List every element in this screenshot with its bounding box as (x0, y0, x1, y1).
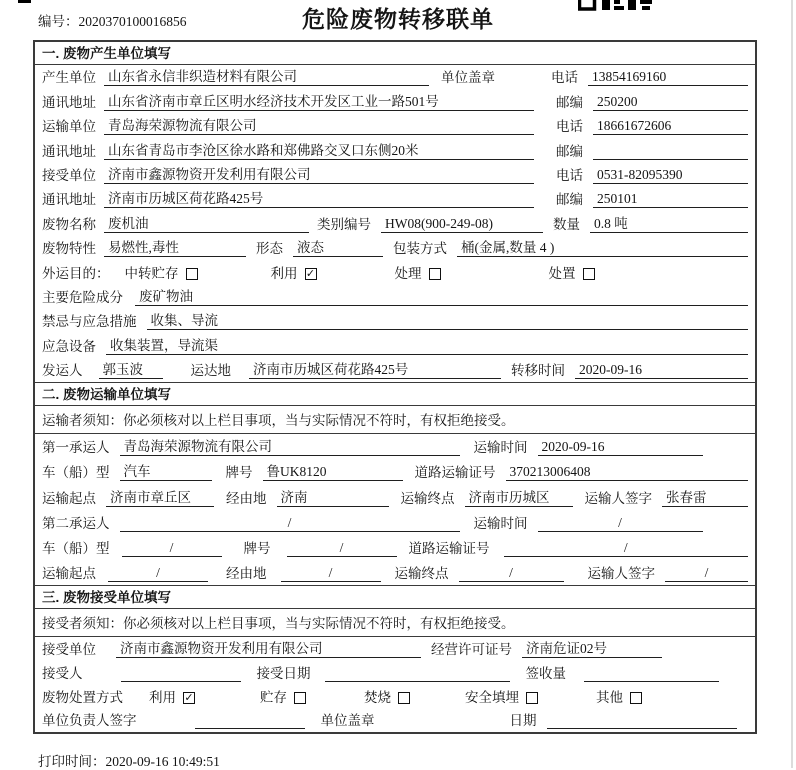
form-row (35, 560, 755, 585)
checkbox-label: 利用 (270, 265, 298, 281)
field-value[interactable]: 2020-09-16 (575, 362, 748, 379)
field-label: 通讯地址 (42, 143, 96, 159)
checkbox-field (465, 690, 538, 706)
field-value[interactable]: / (459, 565, 564, 582)
field-value[interactable]: 济南市历城区 (465, 490, 573, 507)
field-value[interactable]: 0.8 吨 (590, 216, 748, 233)
checkbox-label: 焚烧 (364, 689, 391, 705)
form-row (35, 236, 755, 260)
form-row (35, 484, 755, 509)
checkbox-unchecked[interactable] (398, 692, 410, 704)
form-row (35, 187, 755, 211)
checkbox-field (149, 690, 195, 706)
form-row (35, 459, 755, 484)
field-value[interactable]: 13854169160 (588, 69, 748, 86)
field-value[interactable]: HW08(900-249-08) (381, 216, 543, 233)
field-label: 运输时间 (473, 515, 528, 531)
form-row (35, 333, 755, 357)
field-value[interactable]: 青岛海荣源物流有限公司 (104, 118, 534, 135)
field-value[interactable]: 郭玉波 (99, 362, 163, 379)
checkbox-unchecked[interactable] (526, 692, 538, 704)
field-value[interactable]: 桶(金属,数量 4 ) (457, 240, 748, 257)
field-label: 电话 (556, 119, 583, 135)
field-label: 转移时间 (511, 363, 565, 379)
form-row (35, 637, 755, 661)
form-row (35, 309, 755, 333)
checkbox-label: 处理 (394, 265, 422, 281)
field-value[interactable]: 易燃性,毒性 (104, 240, 246, 257)
field-label: 道路运输证号 (408, 541, 490, 557)
form-row (35, 535, 755, 560)
field-label: 单位负责人签字 (42, 713, 137, 729)
form-row (35, 661, 755, 685)
field-label: 应急设备 (42, 338, 96, 354)
field-value[interactable]: 废机油 (104, 216, 309, 233)
form-row (35, 89, 755, 113)
field-label: 接受单位 (42, 642, 96, 657)
checkbox-unchecked[interactable] (429, 268, 441, 280)
form-row (35, 285, 755, 309)
section-header: 三. 废物接受单位填写 (35, 586, 755, 609)
field-label: 邮编 (556, 94, 583, 110)
form-row (35, 163, 755, 187)
field-value[interactable]: / (287, 540, 397, 557)
field-label: 运输起点 (42, 566, 96, 582)
checkbox-unchecked[interactable] (294, 692, 306, 704)
field-label: 禁忌与应急措施 (42, 314, 137, 330)
field-value[interactable]: 废矿物油 (135, 289, 748, 306)
form-row (35, 114, 755, 138)
section-notice: 接受者须知：你必须核对以上栏目事项，当与实际情况不符时，有权拒绝接受。 (35, 609, 755, 637)
field-label: 电话 (556, 167, 583, 183)
field-label: 牌号 (243, 541, 271, 557)
page-edge-line (791, 0, 793, 768)
field-label: 运输人签字 (587, 566, 655, 582)
field-label: 第二承运人 (42, 515, 110, 531)
field-value[interactable] (593, 143, 748, 160)
form-row (35, 65, 755, 89)
form-row (35, 434, 755, 459)
section-header: 二. 废物运输单位填写 (35, 383, 755, 406)
checkbox-unchecked[interactable] (630, 692, 642, 704)
field-label: 单位盖章 (320, 713, 375, 729)
checkbox-checked[interactable]: ✓ (184, 690, 194, 704)
field-value[interactable]: 山东省永信非织造材料有限公司 (104, 69, 429, 86)
checkbox-field (260, 690, 306, 706)
field-value[interactable]: 18661672606 (593, 118, 748, 135)
field-label: 产生单位 (42, 70, 96, 86)
field-value[interactable]: 山东省济南市章丘区明水经济技术开发区工业一路501号 (104, 94, 534, 111)
field-label: 车（船）型 (42, 465, 110, 481)
field-label: 接受日期 (256, 665, 311, 681)
form-row (35, 138, 755, 162)
print-time-value: 2020-09-16 10:49:51 (105, 754, 220, 769)
section-header: 一. 废物产生单位填写 (35, 42, 755, 65)
field-label: 运输人签字 (584, 490, 652, 506)
field-value[interactable]: 0531-82095390 (593, 167, 748, 184)
field-label: 电话 (551, 70, 578, 86)
field-label: 邮编 (556, 192, 583, 208)
form-row (35, 685, 755, 709)
field-label: 外运目的： (42, 265, 110, 281)
field-value[interactable]: / (108, 565, 208, 582)
field-value[interactable]: 山东省青岛市李沧区徐水路和郑佛路交叉口东侧20米 (104, 143, 534, 160)
checkbox-field (549, 266, 595, 282)
transfer-manifest-form (33, 40, 757, 734)
form-row (35, 211, 755, 235)
field-value[interactable]: 370213006408 (506, 464, 749, 481)
field-value[interactable]: 济南市鑫源物资开发利用有限公司 (116, 641, 421, 658)
field-label: 通讯地址 (42, 192, 96, 208)
field-label: 运达地 (190, 363, 231, 379)
field-label: 通讯地址 (42, 94, 96, 110)
print-time (38, 750, 220, 770)
field-value[interactable]: / (665, 565, 748, 582)
checkbox-label: 其他 (596, 689, 623, 705)
field-label: 运输起点 (42, 490, 96, 506)
qr-code-partial-icon (578, 0, 654, 11)
field-label: 包装方式 (393, 241, 447, 257)
field-label: 主要危险成分 (42, 289, 123, 305)
field-label: 形态 (256, 241, 283, 257)
document-number-label: 编号： (38, 14, 79, 29)
field-label: 经由地 (226, 490, 267, 506)
checkbox-label: 中转贮存 (124, 265, 179, 281)
checkbox-label: 处置 (548, 265, 576, 281)
checkbox-field (596, 690, 642, 706)
field-value[interactable]: 收集、导流 (147, 313, 749, 330)
field-label: 单位盖章 (441, 70, 495, 86)
field-label: 道路运输证号 (414, 465, 496, 481)
field-value[interactable]: 济南市历城区荷花路425号 (104, 191, 534, 208)
field-value[interactable]: 张春雷 (662, 490, 748, 507)
checkbox-field (271, 266, 317, 282)
field-value[interactable]: / (504, 540, 749, 557)
checkbox-checked[interactable]: ✓ (305, 266, 316, 280)
page-title: 危险废物转移联单 (302, 6, 494, 32)
field-label: 类别编号 (317, 216, 371, 232)
field-value[interactable]: / (281, 565, 381, 582)
checkbox-label: 利用 (149, 689, 176, 705)
field-value[interactable]: / (538, 515, 703, 532)
field-label: 车（船）型 (42, 541, 110, 557)
form-row (35, 358, 755, 382)
field-value[interactable]: 济南市历城区荷花路425号 (249, 362, 501, 379)
field-value[interactable] (325, 665, 510, 682)
field-label: 运输单位 (42, 119, 96, 135)
field-label: 废物特性 (42, 241, 96, 257)
checkbox-label: 安全填埋 (465, 689, 519, 705)
field-label: 运输终点 (394, 566, 449, 582)
field-label: 废物处置方式 (42, 689, 123, 705)
field-label: 牌号 (225, 465, 253, 481)
form-row (35, 510, 755, 535)
field-value[interactable] (195, 712, 305, 729)
field-value[interactable]: 液态 (293, 240, 383, 257)
checkbox-field (364, 690, 410, 706)
field-label: 经营许可证号 (431, 642, 512, 657)
field-label: 数量 (553, 216, 580, 232)
field-value[interactable]: 济南市章丘区 (106, 490, 214, 507)
field-value[interactable]: 汽车 (120, 464, 212, 481)
field-value[interactable] (584, 665, 719, 682)
field-label: 签收量 (525, 665, 566, 681)
print-time-label: 打印时间： (38, 754, 106, 769)
field-value[interactable]: 济南危证02号 (522, 641, 662, 658)
field-label: 第一承运人 (42, 440, 110, 456)
field-label: 运输终点 (400, 490, 455, 506)
field-value[interactable]: / (122, 540, 222, 557)
field-value[interactable]: 250101 (593, 191, 748, 208)
field-label: 发运人 (42, 363, 83, 379)
field-label: 邮编 (556, 143, 583, 159)
checkbox-unchecked[interactable] (186, 268, 198, 280)
field-value[interactable] (121, 665, 241, 682)
field-label: 经由地 (226, 566, 267, 582)
form-section (35, 585, 755, 732)
document-number-value: 2020370100016856 (78, 14, 187, 29)
field-value[interactable]: 2020-09-16 (538, 439, 703, 456)
field-label: 废物名称 (42, 216, 96, 232)
field-value[interactable] (547, 712, 737, 729)
field-value[interactable]: 青岛海荣源物流有限公司 (120, 439, 460, 456)
field-label: 接受人 (42, 665, 83, 681)
checkbox-field (395, 266, 441, 282)
checkbox-field (125, 266, 198, 282)
checkbox-label: 贮存 (260, 689, 287, 705)
field-value[interactable]: 鲁UK8120 (263, 464, 403, 481)
field-label: 接受单位 (42, 167, 96, 183)
field-value[interactable]: / (120, 515, 460, 532)
field-value[interactable]: 250200 (593, 94, 748, 111)
checkbox-unchecked[interactable] (583, 268, 595, 280)
field-value[interactable]: 济南市鑫源物资开发利用有限公司 (104, 167, 534, 184)
field-label: 运输时间 (473, 440, 528, 456)
field-value[interactable]: 济南 (277, 490, 389, 507)
form-section (35, 382, 755, 585)
form-section (35, 42, 755, 382)
section-notice: 运输者须知：你必须核对以上栏目事项，当与实际情况不符时，有权拒绝接受。 (35, 406, 755, 434)
field-value[interactable]: 收集装置，导流渠 (106, 338, 748, 355)
field-label: 日期 (509, 713, 537, 729)
form-row (35, 709, 755, 733)
form-row (35, 260, 755, 284)
